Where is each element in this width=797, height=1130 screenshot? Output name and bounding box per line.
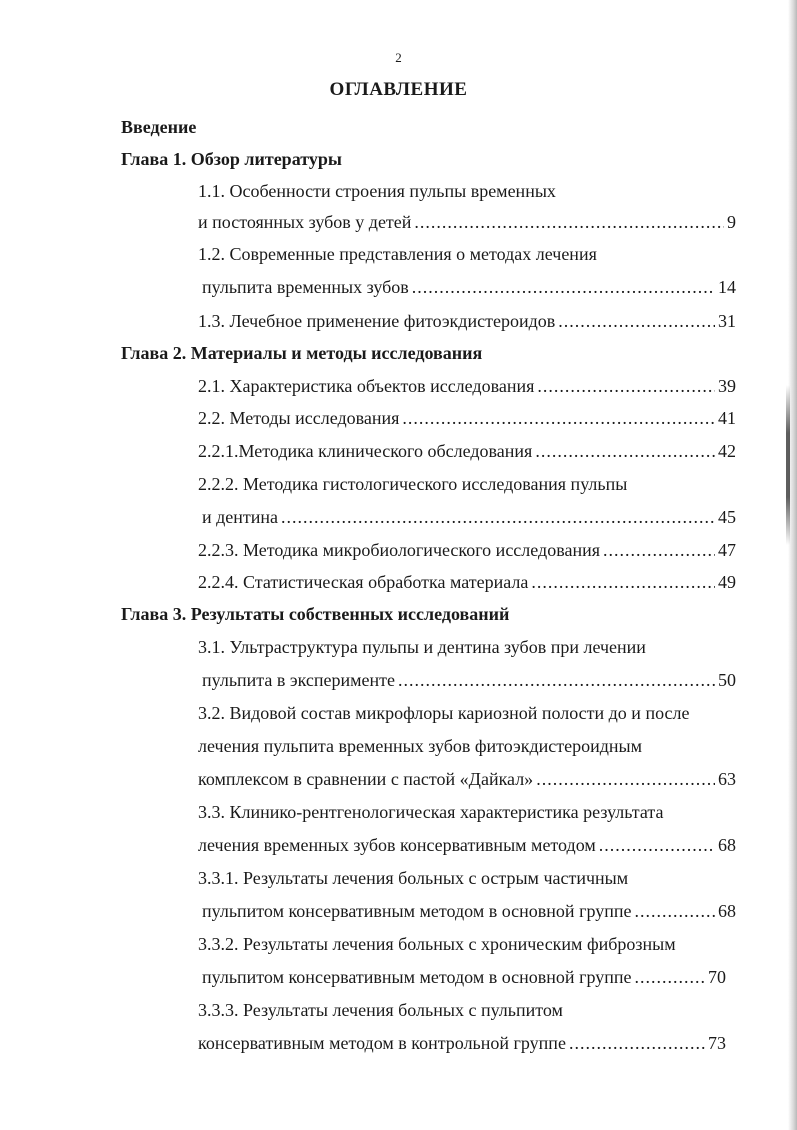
toc-entry-2-1 [198, 375, 736, 397]
toc-entry-3-3-line-1: 3.3. Клинико-рентгенологическая характеристика результата [198, 802, 664, 822]
leader-dots [634, 900, 715, 922]
toc-entry-title: 2.1. Характеристика объектов исследования [198, 376, 535, 396]
leader-dots [535, 440, 715, 462]
leader-dots [531, 571, 715, 593]
toc-entry-3-3-2-line-1: 3.3.2. Результаты лечения больных с хроническим фиброзным [198, 934, 676, 954]
toc-entry-title: пульпита в эксперименте [202, 670, 396, 690]
leader-dots [412, 276, 715, 298]
toc-page-number: 68 [718, 835, 736, 855]
page-edge-shadow [788, 0, 797, 1130]
toc-entry-2-2-2 [202, 506, 736, 528]
toc-page-number: 63 [718, 769, 736, 789]
toc-entry-2-2-2-line-1: 2.2.2. Методика гистологического исследования пульпы [198, 474, 628, 494]
toc-entry-3-2-line-1: 3.2. Видовой состав микрофлоры кариозной полости до и после [198, 703, 690, 723]
leader-dots [634, 966, 705, 988]
leader-dots [402, 407, 715, 429]
toc-entry-3-1-line-1: 3.1. Ультраструктура пульпы и дентина зубов при лечении [198, 637, 646, 657]
toc-entry-title: 2.2.4. Статистическая обработка материала [198, 572, 529, 592]
leader-dots [537, 375, 715, 397]
toc-page-number: 68 [718, 901, 736, 921]
toc-entry-2-2-4 [198, 571, 736, 593]
toc-page-number: 39 [718, 376, 736, 396]
toc-page-number: 14 [718, 277, 736, 297]
toc-entry-1-3 [198, 310, 736, 332]
toc-page-number: 49 [718, 572, 736, 592]
intro-heading: Введение [121, 117, 197, 137]
leader-dots [536, 768, 715, 790]
toc-entry-3-1 [202, 669, 736, 691]
toc-page-number: 70 [708, 967, 726, 987]
toc-page-number: 42 [718, 441, 736, 461]
toc-page-number: 45 [718, 507, 736, 527]
toc-page-number: 50 [718, 670, 736, 690]
toc-entry-title: пульпитом консервативным методом в основной группе [202, 967, 632, 987]
leader-dots [569, 1032, 705, 1054]
toc-entry-3-2-line-2: лечения пульпита временных зубов фитоэкдистероидным [198, 736, 643, 756]
toc-page-number: 47 [718, 540, 736, 560]
chapter-3-heading: Глава 3. Результаты собственных исследований [121, 604, 510, 624]
toc-page-number: 73 [708, 1033, 726, 1053]
scan-artifact [786, 385, 790, 545]
leader-dots [398, 669, 715, 691]
toc-entry-2-2 [198, 407, 736, 429]
toc-page-number: 31 [718, 311, 736, 331]
toc-entry-3-3-2 [202, 966, 726, 988]
page-number: 2 [395, 50, 402, 65]
toc-entry-2-2-1 [198, 440, 736, 462]
leader-dots [599, 834, 715, 856]
toc-entry-title: и дентина [202, 507, 279, 527]
toc-entry-title: 2.2.1.Методика клинического обследования [198, 441, 533, 461]
toc-entry-title: 2.2.3. Методика микробиологического исследования [198, 540, 600, 560]
toc-entry-1-2 [202, 276, 736, 298]
toc-entry-1-1 [198, 211, 736, 233]
leader-dots [603, 539, 715, 561]
toc-entry-1-1-line-1: 1.1. Особенности строения пульпы временных [198, 181, 556, 201]
toc-entry-3-3-3 [198, 1032, 726, 1054]
toc-entry-3-3-3-line-1: 3.3.3. Результаты лечения больных с пульпитом [198, 1000, 563, 1020]
chapter-1-heading: Глава 1. Обзор литературы [121, 149, 342, 169]
toc-entry-3-2 [198, 768, 736, 790]
leader-dots [558, 310, 715, 332]
toc-page-number: 9 [727, 212, 736, 232]
leader-dots [281, 506, 715, 528]
toc-entry-title: лечения временных зубов консервативным методом [198, 835, 596, 855]
toc-entry-3-3-1-line-1: 3.3.1. Результаты лечения больных с острым частичным [198, 868, 629, 888]
toc-entry-title: пульпитом консервативным методом в основной группе [202, 901, 632, 921]
leader-dots [414, 211, 724, 233]
toc-entry-3-3-1 [202, 900, 736, 922]
toc-entry-2-2-3 [198, 539, 736, 561]
toc-entry-title: и постоянных зубов у детей [198, 212, 412, 232]
toc-entry-title: комплексом в сравнении с пастой «Дайкал» [198, 769, 534, 789]
toc-entry-1-2-line-1: 1.2. Современные представления о методах лечения [198, 244, 597, 264]
chapter-2-heading: Глава 2. Материалы и методы исследования [121, 343, 483, 363]
toc-page-number: 41 [718, 408, 736, 428]
toc-entry-title: 1.3. Лечебное применение фитоэкдистероидов [198, 311, 556, 331]
toc-entry-title: консервативным методом в контрольной группе [198, 1033, 566, 1053]
toc-entry-title: 2.2. Методы исследования [198, 408, 400, 428]
toc-entry-3-3 [198, 834, 736, 856]
page-title: ОГЛАВЛЕНИЕ [329, 79, 468, 100]
toc-entry-title: пульпита временных зубов [202, 277, 409, 297]
